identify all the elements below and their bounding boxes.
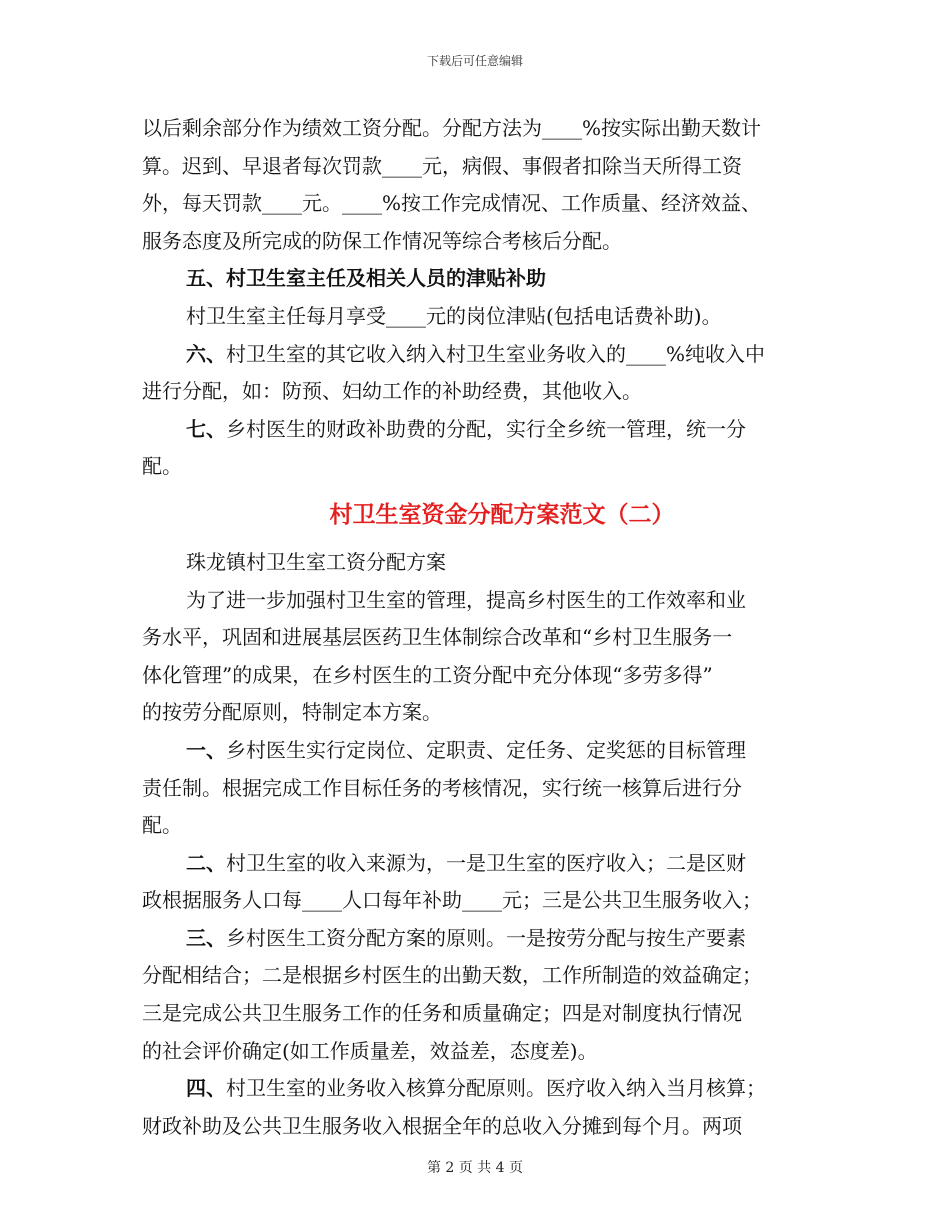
text-line: 服务态度及所完成的防保工作情况等综合考核后分配。 xyxy=(142,228,622,253)
paragraph-two xyxy=(142,845,822,883)
text-span: 村卫生室的其它收入纳入村卫生室业务收入的____%纯收入中 xyxy=(226,341,766,366)
text-span: 乡村医生工资分配方案的原则。一是按劳分配与按生产要素 xyxy=(226,925,746,950)
paragraph-lead: 二、 xyxy=(186,850,226,875)
paragraph-one xyxy=(142,732,822,770)
text-line: 村卫生室主任每月享受____元的岗位津贴(包括电话费补助)。 xyxy=(186,303,722,328)
header-note: 下载后可任意编辑 xyxy=(426,54,523,68)
paragraph-seven xyxy=(142,411,822,449)
text-line: 三是完成公共卫生服务工作的任务和质量确定；四是对制度执行情况 xyxy=(142,1001,742,1026)
text-line: 以后剩余部分作为绩效工资分配。分配方法为____%按实际出勤天数计 xyxy=(142,116,762,140)
heading-five: 五、村卫生室主任及相关人员的津贴补助 xyxy=(186,266,546,291)
text-span: 乡村医生的财政补助费的分配，实行全乡统一管理，统一分 xyxy=(226,416,746,441)
text-line: 的社会评价确定(如工作质量差，效益差，态度差)。 xyxy=(142,1038,598,1063)
text-line: 算。迟到、早退者每次罚款____元，病假、事假者扣除当天所得工资 xyxy=(142,153,742,178)
text-line: 配。 xyxy=(142,454,182,479)
paragraph-lead: 三、 xyxy=(186,925,226,950)
paragraph-lead: 七、 xyxy=(186,416,226,441)
paragraph-lead: 六、 xyxy=(186,341,226,366)
text-line: 责任制。根据完成工作目标任务的考核情况，实行统一核算后进行分 xyxy=(142,775,742,800)
paragraph-lead: 一、 xyxy=(186,737,226,762)
paragraph-lead: 四、 xyxy=(186,1076,226,1101)
text-line: 务水平，巩固和进展基层医药卫生体制综合改革和“乡村卫生服务一 xyxy=(142,625,733,650)
text-span: 村卫生室的收入来源为，一是卫生室的医疗收入；二是区财 xyxy=(226,850,746,875)
paragraph-three xyxy=(142,920,822,958)
text-line: 分配相结合；二是根据乡村医生的出勤天数，工作所制造的效益确定； xyxy=(142,963,762,988)
document-body xyxy=(142,110,822,1145)
text-line: 配。 xyxy=(142,813,182,838)
paragraph-four xyxy=(142,1070,822,1108)
page-footer: 第 2 页 共 4 页 xyxy=(426,1160,524,1176)
subtitle: 珠龙镇村卫生室工资分配方案 xyxy=(186,549,446,574)
text-line: 体化管理”的成果，在乡村医生的工资分配中充分体现“多劳多得” xyxy=(142,662,713,687)
paragraph-six xyxy=(142,336,822,374)
text-line: 外，每天罚款____元。____%按工作完成情况、工作质量、经济效益、 xyxy=(142,191,762,216)
text-span: 村卫生室的业务收入核算分配原则。医疗收入纳入当月核算； xyxy=(226,1076,766,1101)
text-span: 乡村医生实行定岗位、定职责、定任务、定奖惩的目标管理 xyxy=(226,737,746,762)
text-line: 的按劳分配原则，特制定本方案。 xyxy=(142,700,442,725)
text-line: 进行分配，如：防预、妇幼工作的补助经费，其他收入。 xyxy=(142,379,642,404)
text-line: 财政补助及公共卫生服务收入根据全年的总收入分摊到每个月。两项 xyxy=(142,1113,742,1138)
section-title: 村卫生室资金分配方案范文（二） xyxy=(329,501,675,528)
text-line: 政根据服务人口每____人口每年补助____元；三是公共卫生服务收入； xyxy=(142,888,762,913)
text-line: 为了进一步加强村卫生室的管理，提高乡村医生的工作效率和业 xyxy=(186,587,746,612)
